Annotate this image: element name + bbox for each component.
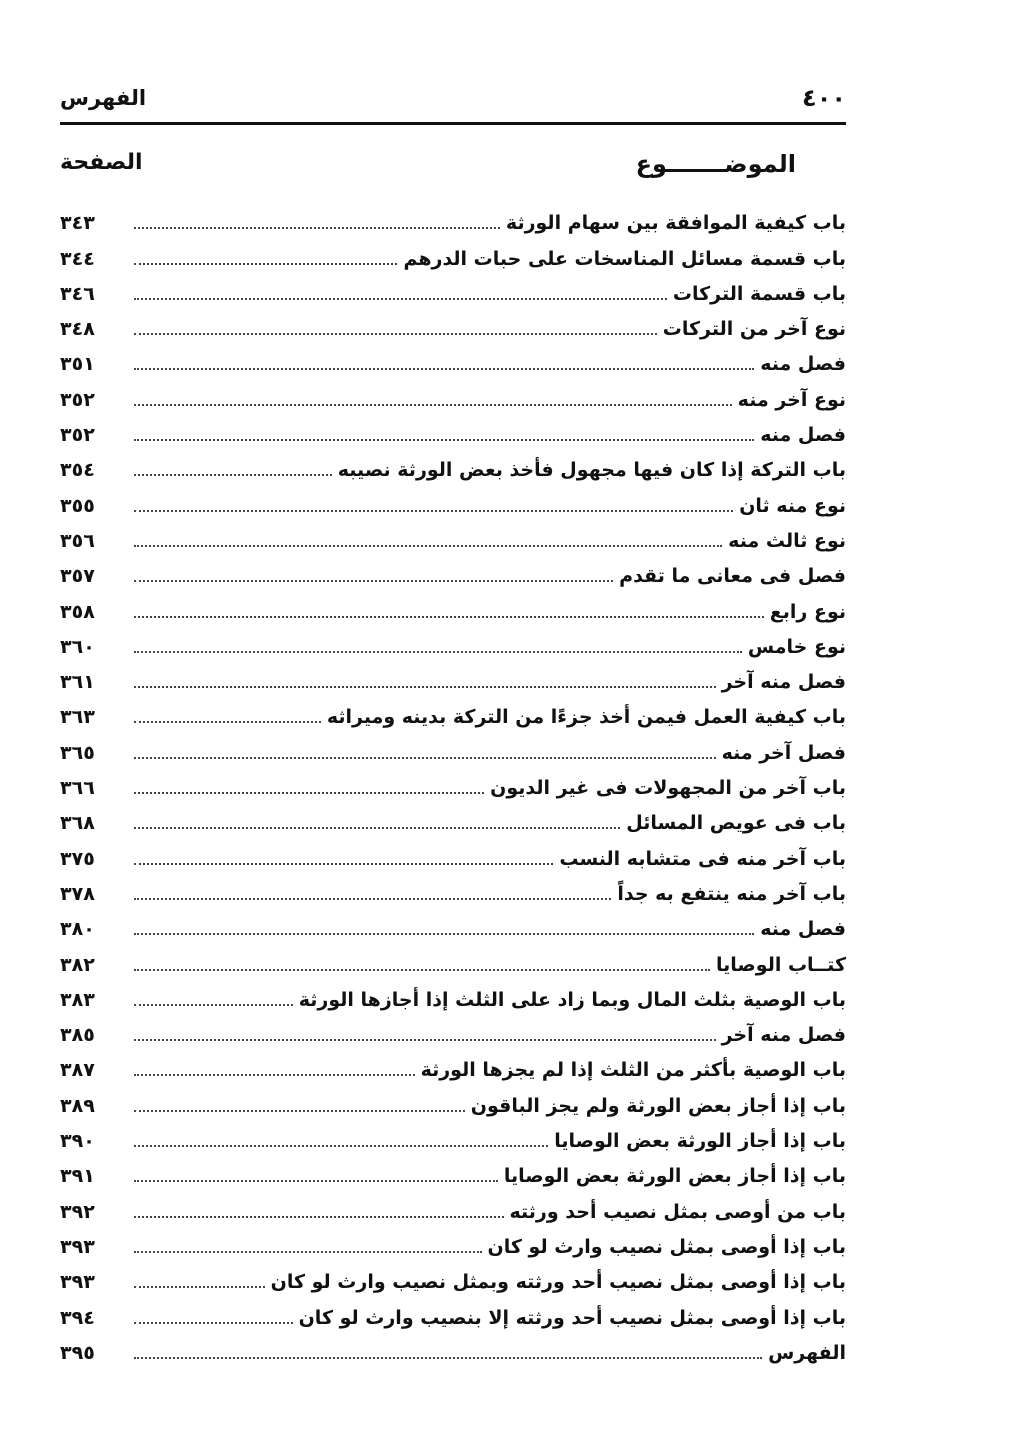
toc-entry-title: نوع آخر منه: [737, 388, 846, 411]
toc-entry-title: باب آخر من المجهولات فى غير الديون: [490, 777, 846, 800]
toc-entry-page: ٣٥٢: [60, 424, 95, 447]
dot-leader: [134, 757, 716, 759]
toc-entry-page: ٣٩٠: [60, 1130, 95, 1153]
topic-column-header: الموضـــــــوع: [635, 150, 796, 178]
toc-entry-page: ٣٤٣: [60, 212, 95, 235]
toc-entry-title: باب إذا أجاز بعض الورثة ولم يجز الباقون: [470, 1094, 846, 1117]
toc-entry: [60, 445, 846, 480]
toc-entry: [60, 939, 846, 974]
toc-entry: [60, 551, 846, 586]
toc-entry-page: ٣٧٨: [60, 882, 95, 905]
toc-entry-title: باب آخر منه ينتفع به جداً: [617, 882, 846, 905]
toc-entry-title: نوع ثالث منه: [728, 529, 846, 552]
dot-leader: [134, 1357, 762, 1359]
toc-entry-title: باب الوصية بأكثر من الثلث إذا لم يجزها الورثة: [420, 1059, 846, 1082]
dot-leader: [134, 933, 754, 935]
toc-entry: [60, 1328, 846, 1363]
toc-entry-title: فصل منه: [760, 918, 846, 941]
dot-leader: [134, 263, 397, 265]
toc-entry-page: ٣٥٨: [60, 600, 95, 623]
toc-entry: [60, 869, 846, 904]
toc-entry: [60, 798, 846, 833]
toc-entry-page: ٣٨٥: [60, 1024, 95, 1047]
toc-entry-title: باب كيفية العمل فيمن أخذ جزءًا من التركة بدينه وميراثه: [326, 706, 846, 729]
toc-entry-title: باب آخر منه فى متشابه النسب: [559, 847, 846, 870]
dot-leader: [134, 827, 620, 829]
dot-leader: [134, 1322, 293, 1324]
dot-leader: [134, 298, 667, 300]
toc-entry-title: باب من أوصى بمثل نصيب أحد ورثته: [509, 1200, 846, 1223]
toc-entry-title: نوع آخر من التركات: [662, 318, 846, 341]
toc-entry: [60, 975, 846, 1010]
dot-leader: [134, 474, 332, 476]
dot-leader: [134, 1286, 265, 1288]
toc-entry-title: كتــاب الوصايا: [716, 953, 846, 976]
toc-entry: [60, 304, 846, 339]
toc-entry-page: ٣٦٣: [60, 706, 95, 729]
toc-entry-page: ٣٦٦: [60, 777, 95, 800]
dot-leader: [134, 721, 321, 723]
dot-leader: [134, 545, 722, 547]
toc-entry-title: باب كيفية الموافقة بين سهام الورثة: [505, 212, 846, 235]
toc-entry-title: باب الوصية بثلث المال وبما زاد على الثلث إذا أجازها الورثة: [298, 988, 846, 1011]
running-head: [60, 84, 846, 120]
toc-entry-title: الفهرس: [768, 1341, 846, 1364]
toc-entry: [60, 1010, 846, 1045]
toc-entry-page: ٣٤٦: [60, 282, 95, 305]
toc-entry: [60, 622, 846, 657]
toc-entry-title: باب إذا أجاز الورثة بعض الوصايا: [554, 1130, 846, 1153]
toc-entry-page: ٣٥١: [60, 353, 95, 376]
toc-entry: [60, 763, 846, 798]
toc-entry-page: ٣٨٣: [60, 988, 95, 1011]
toc-entry: [60, 727, 846, 762]
dot-leader: [134, 1216, 504, 1218]
toc-entry-page: ٣٦٠: [60, 635, 95, 658]
toc-entry-page: ٣٨٩: [60, 1094, 95, 1117]
toc-entry-title: نوع رابع: [769, 600, 846, 623]
toc-entry: [60, 692, 846, 727]
toc-entry: [60, 586, 846, 621]
toc-entry-title: نوع منه ثان: [739, 494, 846, 517]
dot-leader: [134, 1004, 293, 1006]
toc-entry-page: ٣٩٤: [60, 1306, 95, 1329]
column-headers: [60, 150, 846, 190]
toc-entry-title: فصل منه: [760, 353, 846, 376]
toc-entry-title: باب إذا أوصى بمثل نصيب أحد ورثته وبمثل نصيب وارث لو كان: [270, 1271, 846, 1294]
toc-entry-title: باب إذا أوصى بمثل نصيب وارث لو كان: [487, 1235, 846, 1258]
toc-entry-page: ٣٤٤: [60, 247, 95, 270]
toc-entry-title: فصل آخر منه: [721, 741, 846, 764]
toc-entry: [60, 1257, 846, 1292]
dot-leader: [134, 686, 716, 688]
toc-entry: [60, 833, 846, 868]
toc-entry: [60, 657, 846, 692]
toc-entry: [60, 1292, 846, 1327]
toc-entry: [60, 1080, 846, 1115]
toc-entry-page: ٣٨٠: [60, 918, 95, 941]
toc-entry-page: ٣٦١: [60, 671, 95, 694]
toc-entry-title: باب إذا أوصى بمثل نصيب أحد ورثته إلا بنصيب وارث لو كان: [298, 1306, 846, 1329]
dot-leader: [134, 616, 764, 618]
dot-leader: [134, 510, 733, 512]
header-rule: [60, 122, 846, 125]
dot-leader: [134, 969, 710, 971]
dot-leader: [134, 227, 500, 229]
toc-entry: [60, 904, 846, 939]
dot-leader: [134, 863, 553, 865]
toc-entry: [60, 1151, 846, 1186]
toc-entry: [60, 1222, 846, 1257]
table-of-contents: [60, 198, 846, 1363]
toc-entry-title: باب إذا أجاز بعض الورثة بعض الوصايا: [503, 1165, 846, 1188]
toc-entry: [60, 1045, 846, 1080]
toc-entry-page: ٣٥٦: [60, 529, 95, 552]
dot-leader: [134, 439, 754, 441]
toc-entry: [60, 339, 846, 374]
toc-entry-title: باب التركة إذا كان فيها مجهول فأخذ بعض الورثة نصيبه: [337, 459, 846, 482]
dot-leader: [134, 1180, 498, 1182]
toc-entry: [60, 374, 846, 409]
toc-entry: [60, 516, 846, 551]
dot-leader: [134, 792, 484, 794]
toc-entry-page: ٣٥٥: [60, 494, 95, 517]
toc-entry-title: فصل منه آخر: [721, 671, 846, 694]
toc-entry-page: ٣٦٥: [60, 741, 95, 764]
toc-entry-title: فصل فى معانى ما تقدم: [619, 565, 846, 588]
dot-leader: [134, 368, 754, 370]
toc-entry-title: فصل منه آخر: [721, 1024, 846, 1047]
toc-entry-page: ٣٩٢: [60, 1200, 95, 1223]
dot-leader: [134, 898, 611, 900]
dot-leader: [134, 1251, 482, 1253]
toc-entry-title: باب قسمة مسائل المناسخات على حبات الدرهم: [403, 247, 846, 270]
toc-entry-page: ٣٥٧: [60, 565, 95, 588]
toc-entry-title: باب قسمة التركات: [672, 282, 846, 305]
toc-entry-page: ٣٨٧: [60, 1059, 95, 1082]
dot-leader: [134, 404, 732, 406]
toc-entry: [60, 480, 846, 515]
toc-entry-title: باب فى عويص المسائل: [626, 812, 846, 835]
toc-entry-title: نوع خامس: [747, 635, 846, 658]
toc-entry-page: ٣٩٣: [60, 1271, 95, 1294]
toc-entry: [60, 233, 846, 268]
toc-entry-page: ٣٦٨: [60, 812, 95, 835]
page-column-header: الصفحة: [60, 150, 143, 175]
toc-entry-page: ٣٤٨: [60, 318, 95, 341]
toc-entry-page: ٣٩١: [60, 1165, 95, 1188]
toc-entry-page: ٣٧٥: [60, 847, 95, 870]
dot-leader: [134, 580, 613, 582]
dot-leader: [134, 333, 657, 335]
dot-leader: [134, 1074, 415, 1076]
toc-entry-page: ٣٥٢: [60, 388, 95, 411]
toc-entry-title: فصل منه: [760, 424, 846, 447]
toc-entry-page: ٣٩٣: [60, 1235, 95, 1258]
dot-leader: [134, 1110, 465, 1112]
toc-entry-page: ٣٨٢: [60, 953, 95, 976]
toc-entry: [60, 198, 846, 233]
toc-entry-page: ٣٥٤: [60, 459, 95, 482]
dot-leader: [134, 1039, 716, 1041]
toc-entry: [60, 1186, 846, 1221]
running-title: الفهرس: [60, 86, 147, 110]
toc-entry-page: ٣٩٥: [60, 1341, 95, 1364]
toc-entry: [60, 269, 846, 304]
toc-entry: [60, 1116, 846, 1151]
dot-leader: [134, 1145, 548, 1147]
toc-entry: [60, 410, 846, 445]
page-number: ٤٠٠: [802, 84, 846, 112]
dot-leader: [134, 651, 742, 653]
